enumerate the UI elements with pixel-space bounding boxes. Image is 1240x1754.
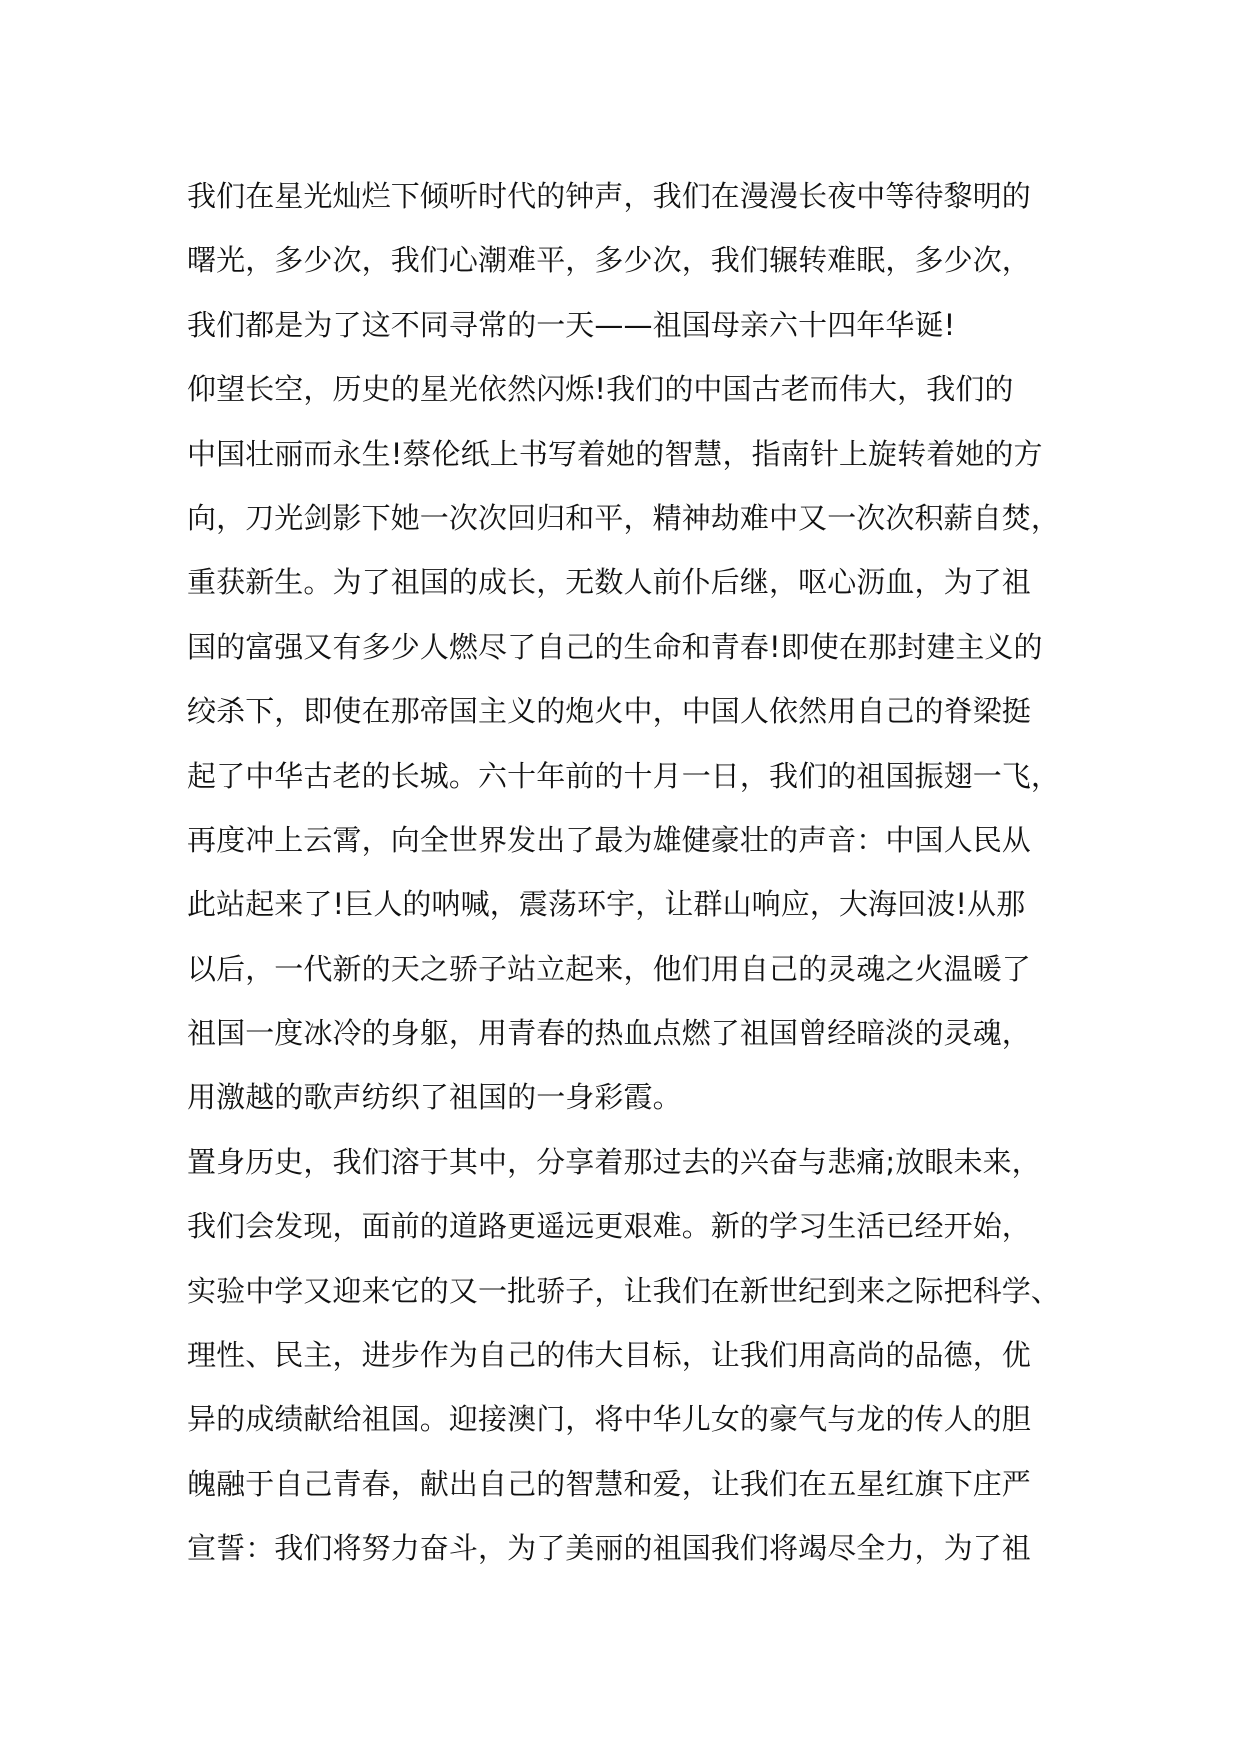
text-line: 重获新生。为了祖国的成长，无数人前仆后继，呕心沥血，为了祖	[187, 565, 1031, 600]
text-line: 我们会发现，面前的道路更遥远更艰难。新的学习生活已经开始，	[187, 1209, 1031, 1244]
text-line: 理性、民主，进步作为自己的伟大目标，让我们用高尚的品德，优	[187, 1338, 1031, 1373]
text-line: 国的富强又有多少人燃尽了自己的生命和青春!即使在那封建主义的	[187, 629, 1043, 664]
text-line: 宣誓：我们将努力奋斗，为了美丽的祖国我们将竭尽全力，为了祖	[187, 1531, 1031, 1566]
text-line: 再度冲上云霄，向全世界发出了最为雄健豪壮的声音：中国人民从	[187, 822, 1031, 857]
text-line: 此站起来了!巨人的呐喊，震荡环宇，让群山响应，大海回波!从那	[187, 887, 1026, 922]
text-line: 中国壮丽而永生!蔡伦纸上书写着她的智慧，指南针上旋转着她的方	[187, 436, 1043, 471]
text-line: 实验中学又迎来它的又一批骄子，让我们在新世纪到来之际把科学、	[187, 1273, 1061, 1308]
text-line: 以后，一代新的天之骄子站立起来，他们用自己的灵魂之火温暖了	[187, 951, 1031, 986]
text-line: 异的成绩献给祖国。迎接澳门，将中华儿女的豪气与龙的传人的胆	[187, 1402, 1031, 1437]
text-line: 祖国一度冰冷的身躯，用青春的热血点燃了祖国曾经暗淡的灵魂，	[187, 1016, 1031, 1051]
text-line: 我们在星光灿烂下倾听时代的钟声，我们在漫漫长夜中等待黎明的	[187, 179, 1031, 213]
text-line: 起了中华古老的长城。六十年前的十月一日，我们的祖国振翅一飞，	[187, 758, 1061, 793]
text-line: 向，刀光剑影下她一次次回归和平，精神劫难中又一次次积薪自焚，	[187, 500, 1061, 535]
text-line: 绞杀下，即使在那帝国主义的炮火中，中国人依然用自己的脊梁挺	[187, 694, 1031, 729]
text-line: 魄融于自己青春，献出自己的智慧和爱，让我们在五星红旗下庄严	[187, 1466, 1031, 1501]
body-text	[187, 164, 1087, 1581]
text-line: 曙光，多少次，我们心潮难平，多少次，我们辗转难眠，多少次，	[187, 243, 1031, 278]
text-line: 我们都是为了这不同寻常的一天——祖国母亲六十四年华诞!	[187, 307, 956, 342]
text-line: 用激越的歌声纺织了祖国的一身彩霞。	[187, 1080, 682, 1115]
text-line: 置身历史，我们溶于其中，分享着那过去的兴奋与悲痛;放眼未来，	[187, 1144, 1041, 1179]
text-line: 仰望长空，历史的星光依然闪烁!我们的中国古老而伟大，我们的	[187, 372, 1014, 407]
